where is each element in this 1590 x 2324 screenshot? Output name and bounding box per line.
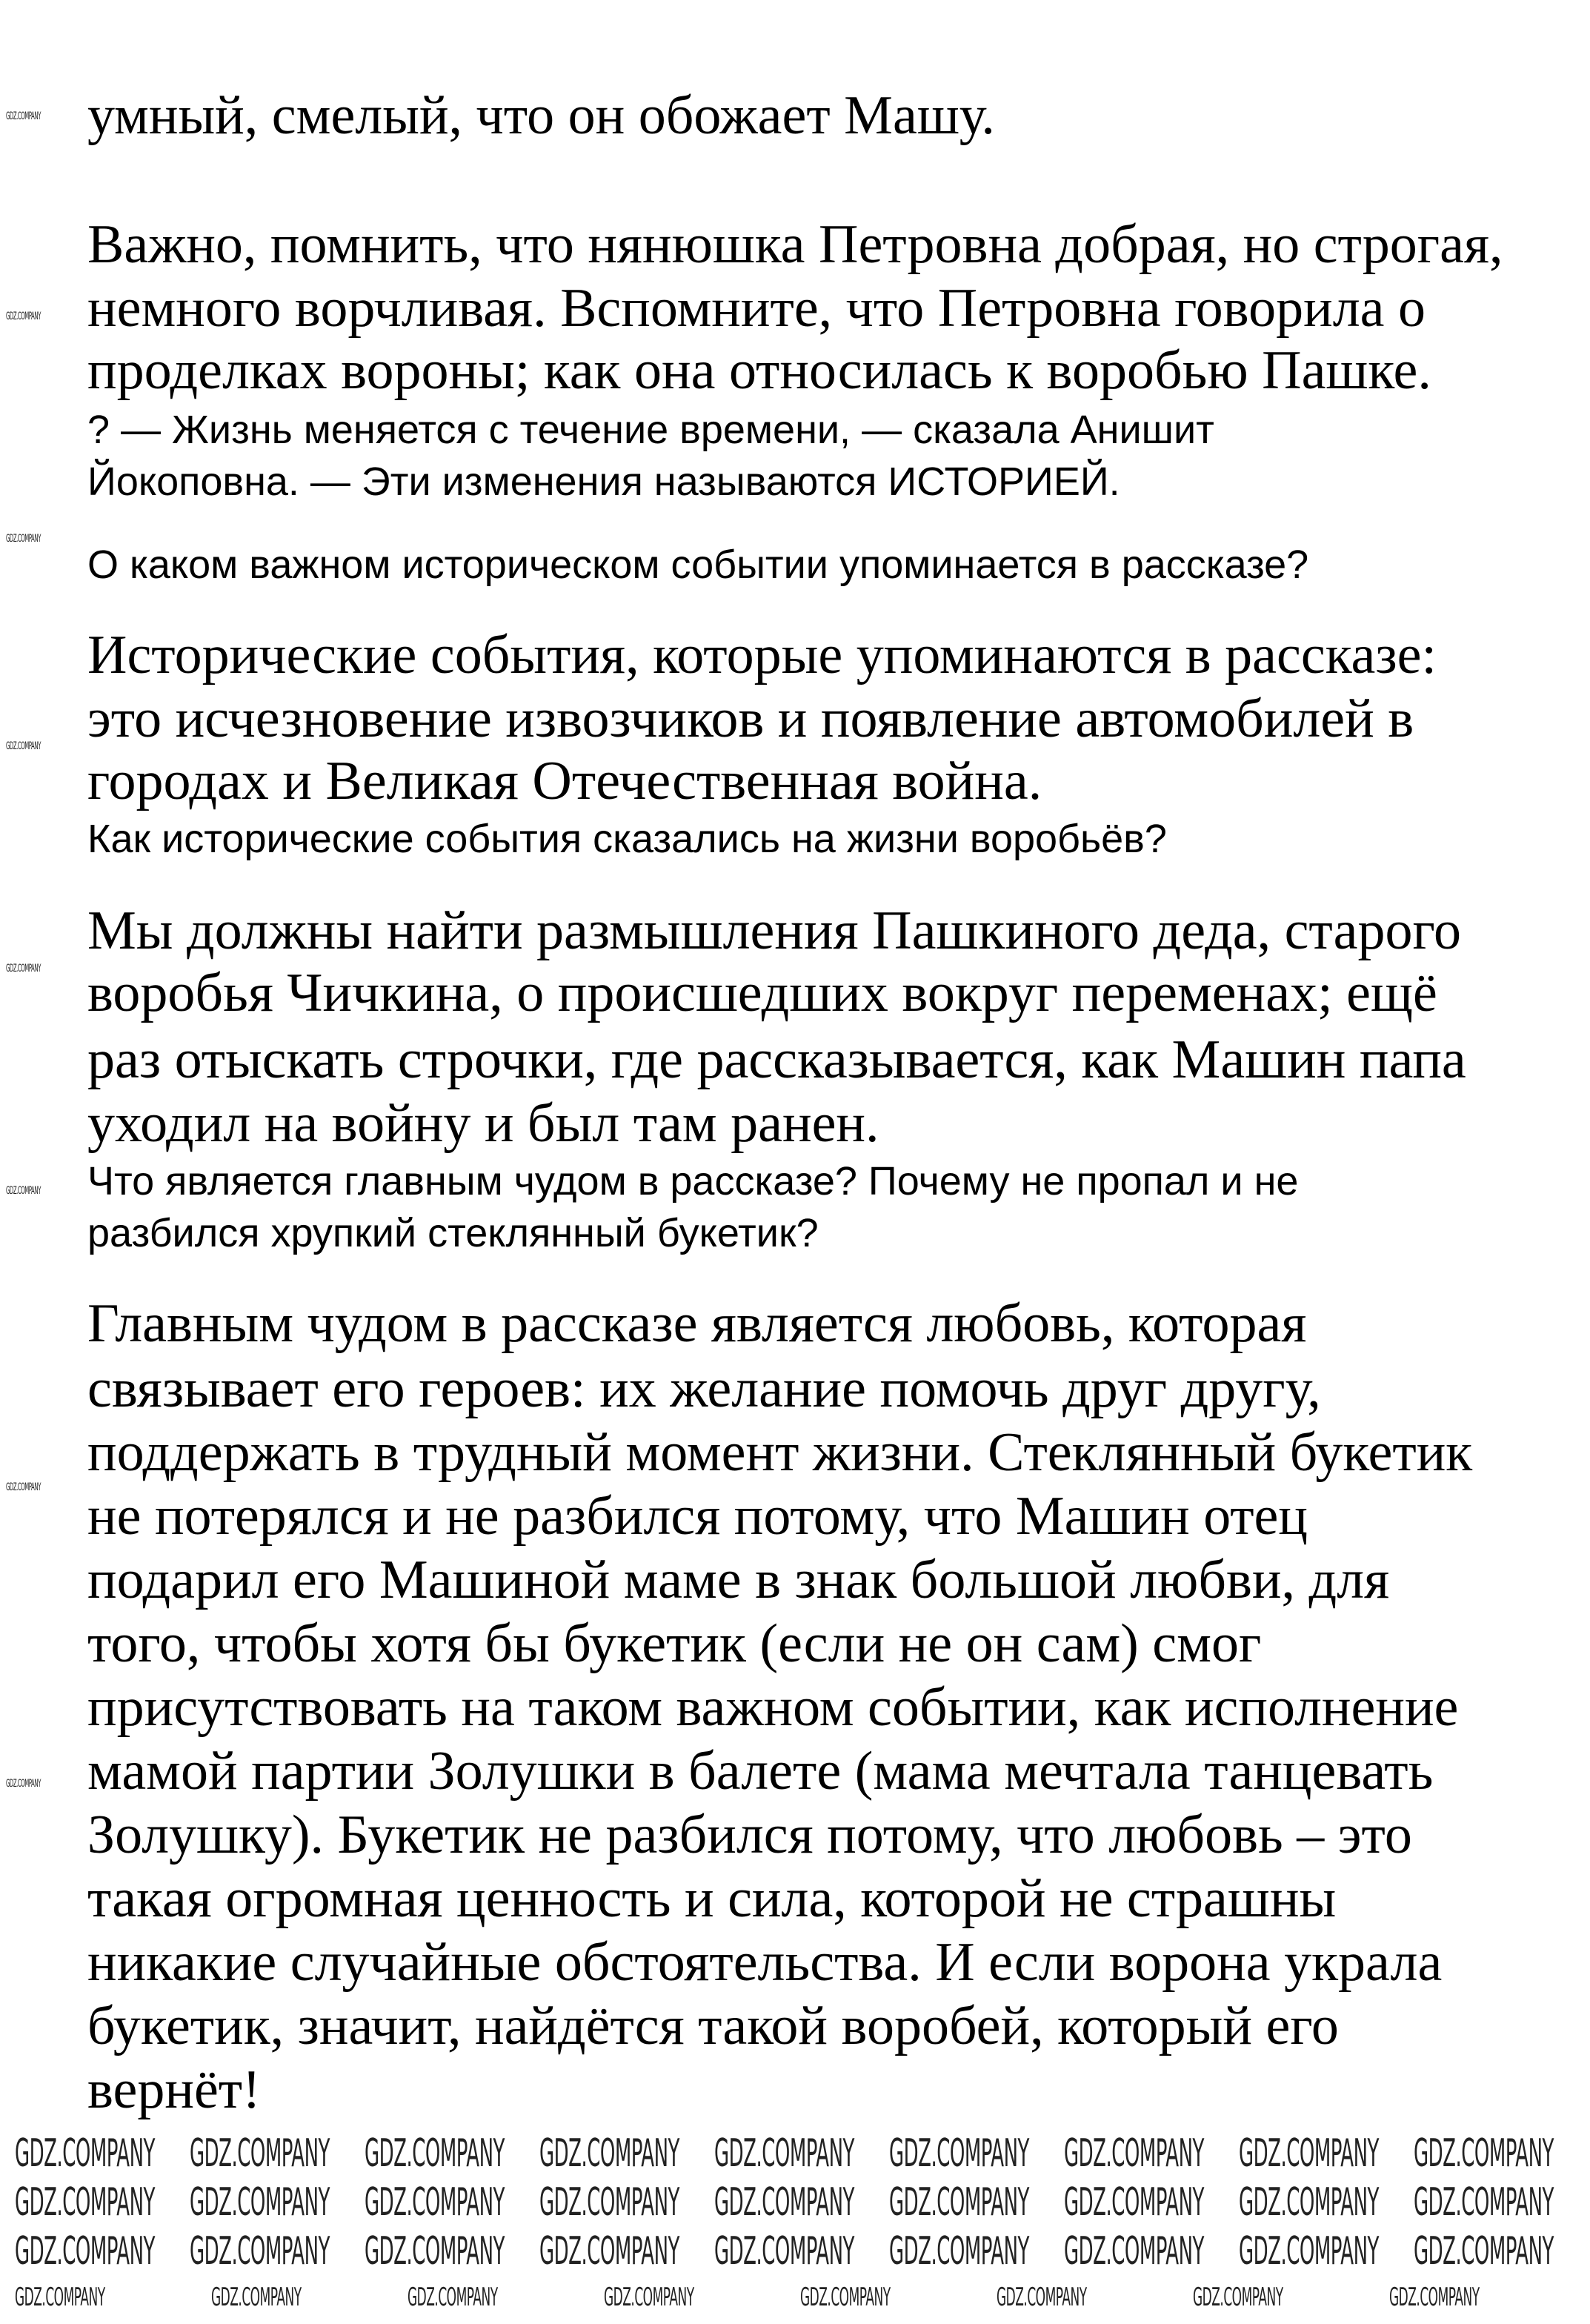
question-text-line: Что является главным чудом в рассказе? Почему не пропал и не: [87, 1159, 1299, 1204]
watermark: GDZ.COMPANY: [6, 1185, 41, 1197]
answer-text-line: Золушку). Букетик не разбился потому, что любовь – это: [87, 1805, 1412, 1865]
answer-text-line: Исторические события, которые упоминаются в рассказе:: [87, 625, 1437, 685]
watermark: GDZ.COMPANY: [6, 963, 41, 975]
answer-text-line: Важно, помнить, что нянюшка Петровна добрая, но строгая,: [87, 214, 1503, 275]
answer-text-line: того, чтобы хотя бы букетик (если не он сам) смог: [87, 1613, 1262, 1674]
answer-text-line: такая огромная ценность и сила, которой не страшны: [87, 1868, 1337, 1929]
watermark: GDZ.COMPANY: [604, 2282, 694, 2312]
watermark: GDZ.COMPANY: [190, 2131, 330, 2176]
answer-text-line: мамой партии Золушки в балете (мама мечтала танцевать: [87, 1741, 1434, 1802]
watermark: GDZ.COMPANY: [15, 2180, 155, 2225]
watermark: GDZ.COMPANY: [539, 2131, 679, 2176]
answer-text-line: букетик, значит, найдётся такой воробей, который его: [87, 1996, 1339, 2056]
watermark: GDZ.COMPANY: [1193, 2282, 1283, 2312]
watermark: GDZ.COMPANY: [714, 2131, 854, 2176]
watermark: GDZ.COMPANY: [15, 2229, 155, 2274]
question-text-line: ? — Жизнь меняется с течение времени, — сказала Анишит: [87, 408, 1214, 452]
watermark: GDZ.COMPANY: [800, 2282, 891, 2312]
watermark: GDZ.COMPANY: [6, 1778, 41, 1790]
answer-text-line: вернёт!: [87, 2059, 261, 2120]
watermark: GDZ.COMPANY: [889, 2180, 1029, 2225]
watermark: GDZ.COMPANY: [365, 2229, 505, 2274]
watermark: GDZ.COMPANY: [190, 2229, 330, 2274]
answer-text-line: поддержать в трудный момент жизни. Стеклянный букетик: [87, 1422, 1473, 1483]
watermark: GDZ.COMPANY: [1239, 2229, 1379, 2274]
answer-text-line: никакие случайные обстоятельства. И если ворона украла: [87, 1932, 1443, 1993]
answer-text-line: немного ворчливая. Вспомните, что Петровна говорила о: [87, 278, 1426, 339]
watermark: GDZ.COMPANY: [539, 2180, 679, 2225]
answer-text-line: городах и Великая Отечественная война.: [87, 751, 1042, 811]
watermark: GDZ.COMPANY: [1064, 2229, 1204, 2274]
watermark: GDZ.COMPANY: [15, 2131, 155, 2176]
answer-text-line: не потерялся и не разбился потому, что Машин отец: [87, 1486, 1308, 1547]
answer-text-line: раз отыскать строчки, где рассказывается, как Машин папа: [87, 1029, 1466, 1090]
watermark: GDZ.COMPANY: [6, 1481, 41, 1493]
answer-text-line: воробья Чичкина, о происшедших вокруг переменах; ещё: [87, 963, 1437, 1023]
watermark: GDZ.COMPANY: [1064, 2180, 1204, 2225]
watermark: GDZ.COMPANY: [714, 2229, 854, 2274]
watermark: GDZ.COMPANY: [889, 2131, 1029, 2176]
watermark: GDZ.COMPANY: [1414, 2180, 1554, 2225]
watermark: GDZ.COMPANY: [6, 533, 41, 545]
watermark: GDZ.COMPANY: [190, 2180, 330, 2225]
watermark: GDZ.COMPANY: [539, 2229, 679, 2274]
answer-text-line: присутствовать на таком важном событии, как исполнение: [87, 1677, 1459, 1738]
watermark: GDZ.COMPANY: [1389, 2282, 1480, 2312]
watermark: GDZ.COMPANY: [6, 311, 41, 322]
question-text-line: Как исторические события сказались на жизни воробьёв?: [87, 817, 1167, 861]
watermark: GDZ.COMPANY: [365, 2180, 505, 2225]
watermark: GDZ.COMPANY: [211, 2282, 302, 2312]
question-text-line: О каком важном историческом событии упоминается в рассказе?: [87, 542, 1309, 587]
watermark: GDZ.COMPANY: [1414, 2131, 1554, 2176]
question-text-line: Йокоповна. — Эти изменения называются ИСТОРИЕЙ.: [87, 459, 1120, 504]
answer-text-line: это исчезновение извозчиков и появление автомобилей в: [87, 688, 1414, 749]
watermark: GDZ.COMPANY: [1239, 2131, 1379, 2176]
answer-text-line: связывает его героев: их желание помочь друг другу,: [87, 1358, 1321, 1419]
answer-text-line: уходил на войну и был там ранен.: [87, 1093, 879, 1154]
watermark: GDZ.COMPANY: [997, 2282, 1087, 2312]
watermark: GDZ.COMPANY: [365, 2131, 505, 2176]
answer-text-line: Мы должны найти размышления Пашкиного деда, старого: [87, 900, 1462, 961]
watermark: GDZ.COMPANY: [714, 2180, 854, 2225]
watermark: GDZ.COMPANY: [1414, 2229, 1554, 2274]
watermark: GDZ.COMPANY: [6, 740, 41, 752]
answer-text-line: Главным чудом в рассказе является любовь, которая: [87, 1293, 1307, 1354]
answer-text-line: проделках вороны; как она относилась к воробью Пашке.: [87, 340, 1431, 401]
watermark: GDZ.COMPANY: [1239, 2180, 1379, 2225]
watermark: GDZ.COMPANY: [1064, 2131, 1204, 2176]
answer-text-line: подарил его Машиной маме в знак большой любви, для: [87, 1550, 1390, 1610]
watermark: GDZ.COMPANY: [889, 2229, 1029, 2274]
watermark: GDZ.COMPANY: [6, 110, 41, 122]
watermark: GDZ.COMPANY: [15, 2282, 105, 2312]
answer-text-line: умный, смелый, что он обожает Машу.: [87, 85, 995, 146]
question-text-line: разбился хрупкий стеклянный букетик?: [87, 1211, 819, 1255]
watermark: GDZ.COMPANY: [408, 2282, 498, 2312]
